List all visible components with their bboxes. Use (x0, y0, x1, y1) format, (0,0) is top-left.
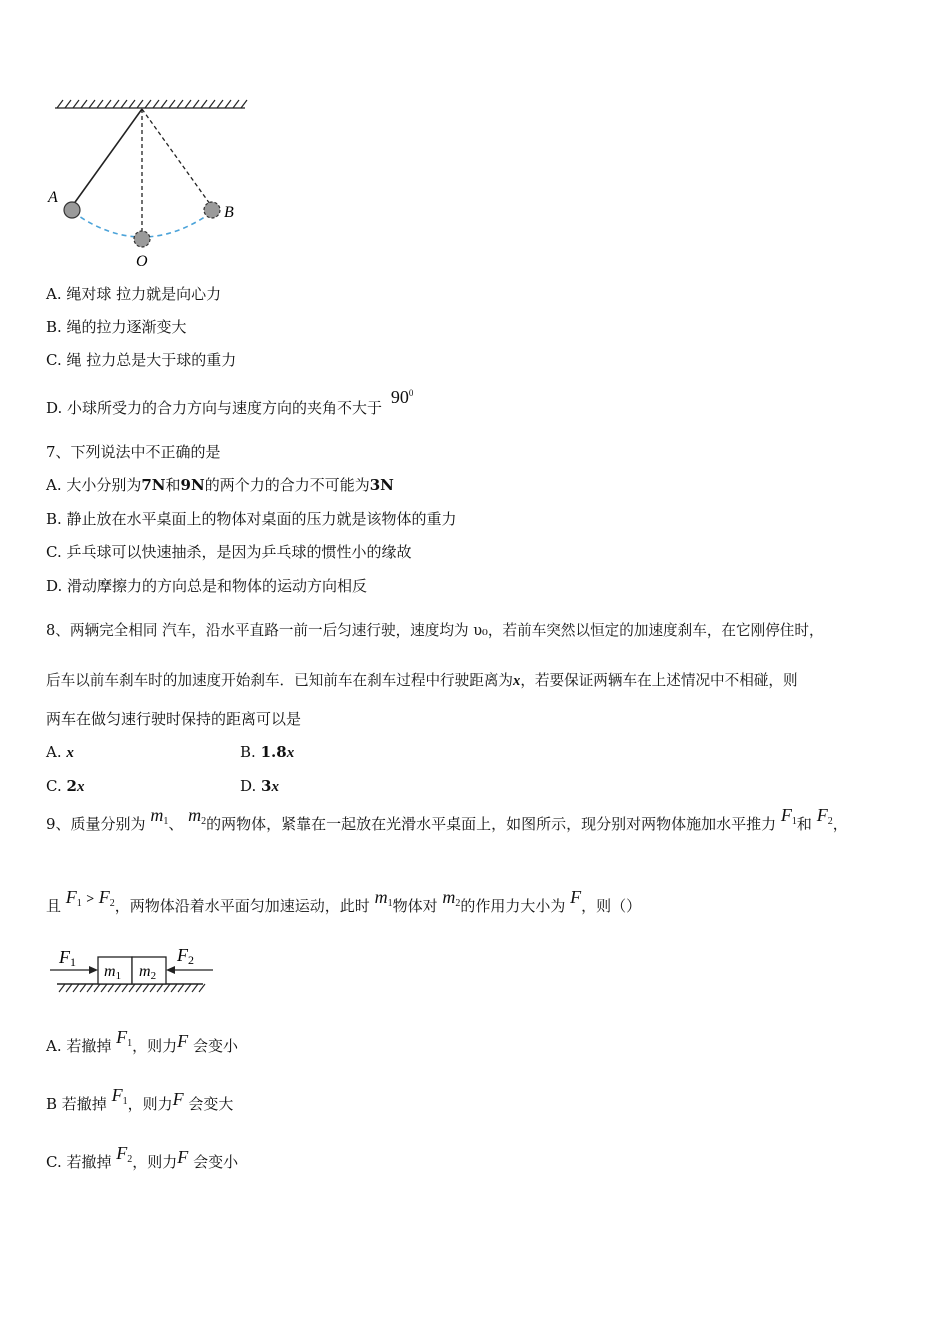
q7-option-c: C. 乒乓球可以快速抽杀，是因为乒乓球的惯性小的缘故 (46, 543, 412, 561)
q8-option-d: D. 3x (240, 777, 279, 795)
angle-value: $90^0$ (390, 387, 414, 407)
q6-option-d (46, 387, 414, 417)
q9-option-c: C. 若撤掉 $F_2$，则力F 会变小 (46, 1143, 239, 1171)
q9-line-2: 且 $F_1 > F_2$，两物体沿着水平面匀加速运动，此时 $m_1$物体对 $m_2$的作用力大小为 F，则（） (46, 887, 642, 915)
q8-option-a: A. x (46, 743, 74, 761)
q9-line-1: 9、质量分别为 $m_1$、 $m_2$的两物体，紧靠在一起放在光滑水平桌面上，如图所示，现分别对两物体施加水平推力 $F_1$和 $F_2$， (46, 805, 848, 833)
label-f2: F2 (177, 945, 194, 967)
label-a: A (48, 189, 58, 206)
q6-option-d-text: D. 小球所受力的合力方向与速度方向的夹角不大于 (46, 399, 383, 417)
q8-line-3: 两车在做匀速行驶时保持的距离可以是 (46, 710, 302, 728)
q6-option-a: A. 绳对球 拉力就是向心力 (46, 285, 222, 303)
label-b: B (224, 204, 234, 221)
block-m2-label: m2 (139, 963, 157, 982)
q9-option-b: B 若撤掉 $F_1$，则力F 会变大 (46, 1085, 234, 1113)
q7-option-d: D. 滑动摩擦力的方向总是和物体的运动方向相反 (46, 577, 368, 595)
q7-stem: 7、下列说法中不正确的是 (46, 443, 221, 461)
label-f1: F1 (59, 947, 76, 969)
q6-option-b: B. 绳的拉力逐渐变大 (46, 318, 187, 336)
label-o: O (136, 253, 148, 270)
q9-option-a: A. 若撤掉 $F_1$，则力F 会变小 (46, 1027, 238, 1055)
blocks-figure (45, 940, 225, 1000)
q6-option-c: C. 绳 拉力总是大于球的重力 (46, 351, 237, 369)
string-b (142, 109, 210, 204)
q8-line-2: 后车以前车刹车时的加速度开始刹车．已知前车在刹车过程中行驶距离为x，若要保证两辆车在上述情况中不相碰，则 (46, 672, 798, 689)
q8-line-1: 8、两辆完全相同 汽车，沿水平直路一前一后匀速行驶，速度均为 υ₀，若前车突然以恒定的加速度刹车，在它刚停住时， (46, 622, 824, 639)
block-m1-label: m1 (104, 963, 122, 982)
string-a (73, 109, 142, 205)
pendulum-figure (40, 90, 260, 275)
ceiling-hatch (55, 100, 247, 108)
ball-a (64, 202, 80, 218)
ball-o (134, 231, 150, 247)
q7-option-a: A. 大小分别为7N和9N的两个力的合力不可能为3N (46, 476, 394, 494)
q8-option-c: C. 2x (46, 777, 85, 795)
q8-option-b: B. 1.8x (240, 743, 295, 761)
q7-option-b: B. 静止放在水平桌面上的物体对桌面的压力就是该物体的重力 (46, 510, 457, 528)
ball-b (204, 202, 220, 218)
